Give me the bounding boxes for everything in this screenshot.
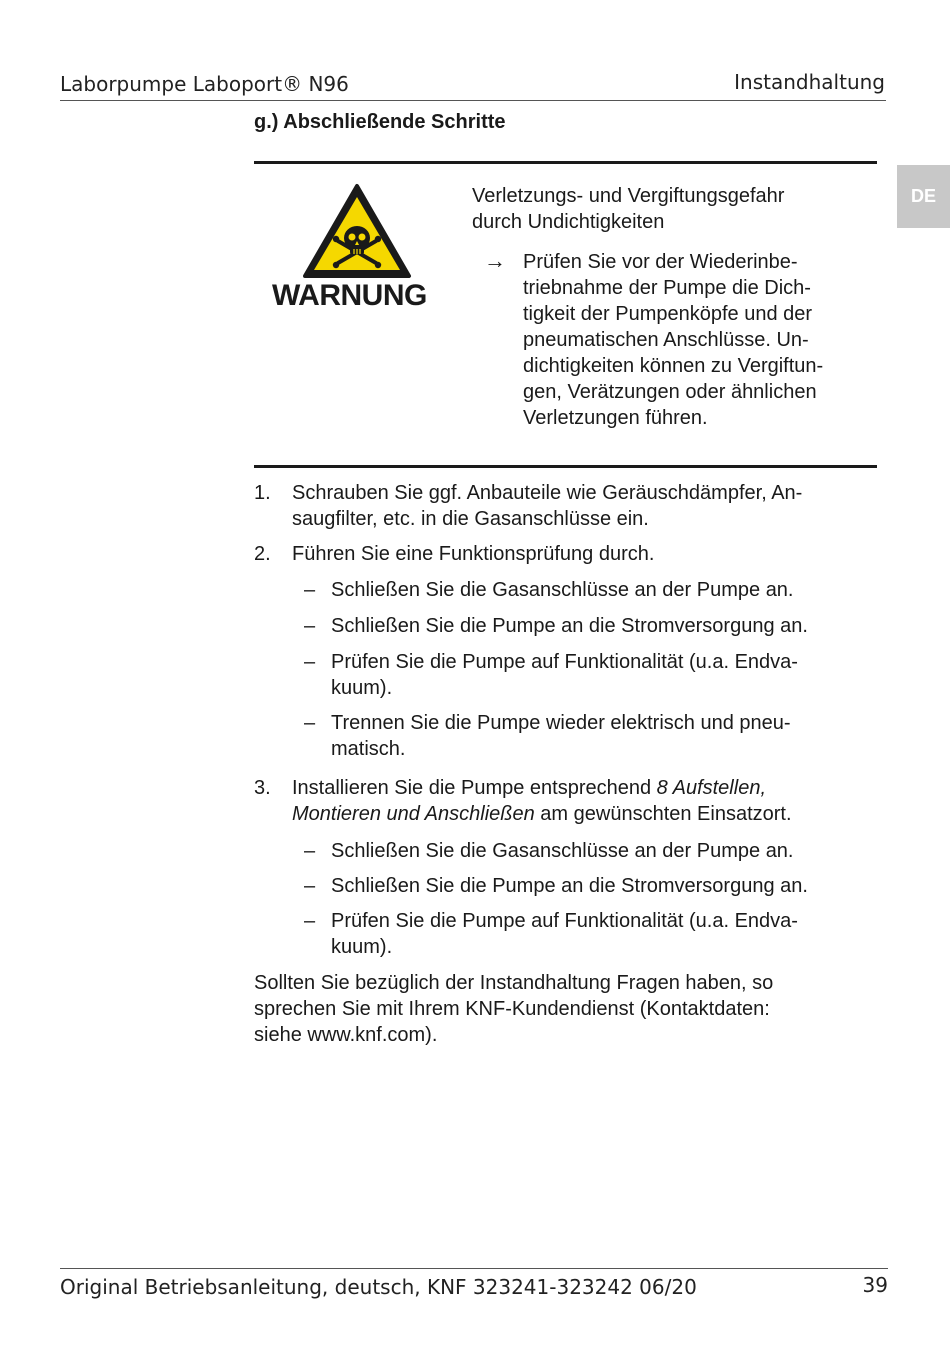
list-dash: – — [304, 840, 316, 862]
warning-action-text — [523, 249, 875, 431]
closing-line: siehe www.knf.com). — [254, 1024, 438, 1046]
substep-line: Prüfen Sie die Pumpe auf Funktionalität (u.a. Endva- — [331, 910, 798, 932]
list-dash: – — [304, 910, 316, 932]
warning-signal-word: WARNUNG — [272, 279, 427, 312]
footer-divider — [60, 1268, 888, 1269]
warning-heading-line: Verletzungs- und Vergiftungsgefahr — [472, 185, 785, 207]
substep-text — [331, 710, 881, 762]
list-dash: – — [304, 875, 316, 897]
section-title: g.) Abschließende Schritte — [254, 111, 506, 133]
footer-document-info: Original Betriebsanleitung, deutsch, KNF 323241-323242 06/20 — [60, 1275, 697, 1299]
warning-heading-line: durch Undichtigkeiten — [472, 211, 665, 233]
step-line: Schrauben Sie ggf. Anbauteile wie Geräuschdämpfer, An- — [292, 482, 803, 504]
language-tab: DE — [897, 165, 950, 228]
section-reference: 8 Aufstellen, — [656, 777, 766, 799]
step-text-segment: Installieren Sie die Pumpe entsprechend — [292, 777, 657, 799]
warning-action-line: pneumatischen Anschlüsse. Un- — [523, 329, 809, 351]
document-title: Laborpumpe Laboport® N96 — [60, 72, 349, 96]
substep-text — [331, 649, 881, 701]
substep-line: kuum). — [331, 936, 393, 958]
substep-text: Schließen Sie die Pumpe an die Stromversorgung an. — [331, 615, 808, 637]
list-dash: – — [304, 651, 316, 673]
arrow-right-icon: → — [484, 248, 506, 273]
skull-crossbones-warning-icon — [302, 183, 412, 279]
warning-action-line: gen, Verätzungen oder ähnlichen — [523, 381, 817, 403]
substep-line: kuum). — [331, 677, 393, 699]
list-dash: – — [304, 712, 316, 734]
step-number: 2. — [254, 543, 271, 565]
warning-action-line: Verletzungen führen. — [523, 407, 708, 429]
warning-top-rule — [254, 161, 877, 164]
substep-line: Trennen Sie die Pumpe wieder elektrisch und pneu- — [331, 712, 791, 734]
closing-line: sprechen Sie mit Ihrem KNF-Kundendienst (Kontaktdaten: — [254, 998, 770, 1020]
step-text: Führen Sie eine Funktionsprüfung durch. — [292, 543, 655, 565]
list-dash: – — [304, 615, 316, 637]
section-reference: Montieren und Anschließen — [292, 803, 535, 825]
warning-action-line: tigkeit der Pumpenköpfe und der — [523, 303, 813, 325]
warning-heading — [472, 183, 872, 235]
step-line — [292, 801, 882, 827]
substep-text — [331, 908, 881, 960]
warning-action-line: dichtigkeiten können zu Vergiftun- — [523, 355, 824, 377]
step-text — [292, 480, 882, 532]
warning-action-line: triebnahme der Pumpe die Dich- — [523, 277, 811, 299]
substep-text: Schließen Sie die Gasanschlüsse an der Pumpe an. — [331, 840, 794, 862]
substep-text: Schließen Sie die Pumpe an die Stromversorgung an. — [331, 875, 808, 897]
warning-action-line: Prüfen Sie vor der Wiederinbe- — [523, 251, 798, 273]
step-text-segment: am gewünschten Einsatzort. — [534, 803, 792, 825]
step-number: 3. — [254, 777, 271, 799]
header-divider — [60, 100, 886, 101]
step-number: 1. — [254, 482, 271, 504]
substep-line: matisch. — [331, 738, 406, 760]
step-text — [292, 775, 882, 827]
warning-bottom-rule — [254, 465, 877, 468]
substep-text: Schließen Sie die Gasanschlüsse an der Pumpe an. — [331, 579, 794, 601]
step-line: saugfilter, etc. in die Gasanschlüsse ein. — [292, 508, 649, 530]
page-number: 39 — [862, 1273, 888, 1297]
step-line — [292, 775, 882, 801]
closing-line: Sollten Sie bezüglich der Instandhaltung Fragen haben, so — [254, 972, 774, 994]
closing-paragraph — [254, 970, 874, 1048]
chapter-title: Instandhaltung — [734, 70, 885, 94]
substep-line: Prüfen Sie die Pumpe auf Funktionalität (u.a. Endva- — [331, 651, 798, 673]
list-dash: – — [304, 579, 316, 601]
